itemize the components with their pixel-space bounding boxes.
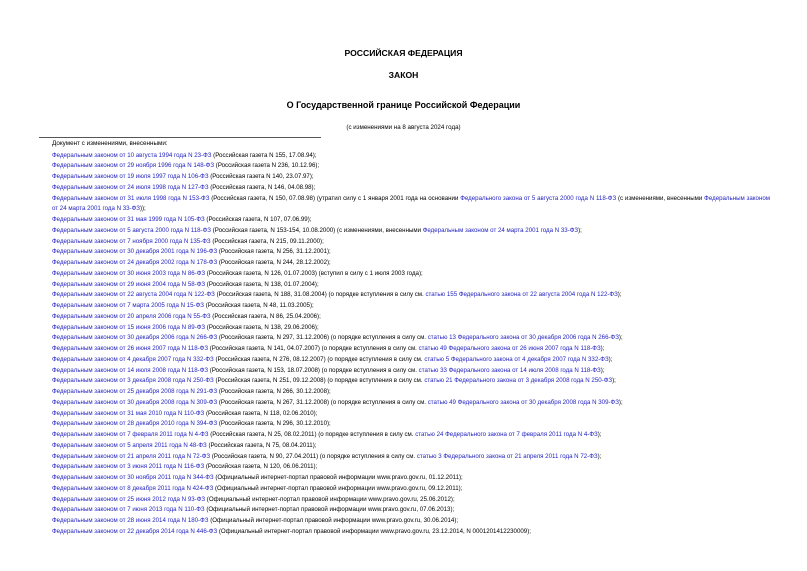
divider xyxy=(39,137,321,138)
amendment-item xyxy=(39,247,770,258)
amendment-note: (Российская газета, N 256, 31.12.2001); xyxy=(217,248,331,256)
amendment-item xyxy=(39,452,770,463)
amendment-note: ); xyxy=(597,452,602,460)
amendment-link[interactable]: Федеральным законом от 7 февраля 2011 года N 4-ФЗ xyxy=(52,431,209,438)
amendment-item xyxy=(39,323,770,334)
amendment-note: (с изменениями, внесенными xyxy=(616,194,705,202)
amendment-link[interactable]: Федеральным законом от 30 ноября 2011 года N 344-ФЗ xyxy=(52,474,214,481)
amendment-note: (Российская газета, N 107, 07.06.99); xyxy=(204,216,312,223)
amendment-note: ); xyxy=(618,334,623,342)
amendment-item xyxy=(39,398,770,409)
amendment-link[interactable]: Федеральным законом от 28 июня 2014 года N 180-ФЗ xyxy=(52,517,209,524)
amendment-note: (Официальный интернет-портал правовой информации www.pravo.gov.ru, 25.06.2012); xyxy=(205,495,455,503)
amendment-link[interactable]: статью 3 Федерального закона от 21 апреля 2011 года N 72-ФЗ xyxy=(416,452,598,460)
amendment-note: (Российская газета, N 153, 18.07.2008) (о порядке вступления в силу см. xyxy=(208,366,419,374)
amendment-item xyxy=(39,495,770,506)
amendment-item xyxy=(39,172,770,183)
amendment-note: (Российская газета, N 296, 30.12.2010); xyxy=(217,420,331,428)
amendment-link[interactable]: статью 49 Федерального закона от 30 декабря 2008 года N 309-ФЗ xyxy=(427,398,619,406)
amendment-item xyxy=(39,226,770,237)
amendment-item xyxy=(39,344,770,355)
amendment-link[interactable]: Федеральным законом от 14 июля 2008 года N 118-ФЗ xyxy=(52,366,209,374)
amendment-note: (Российская газета, N 244, 28.12.2002); xyxy=(217,259,331,266)
amendment-note: (Российская газета N 236, 10.12.96); xyxy=(214,162,320,170)
amendment-note: (Российская газета, N 118, 02.06.2010); xyxy=(204,409,318,417)
amendment-note: (Российская газета, N 126, 01.07.2003) (вступил в силу с 1 июля 2003 года); xyxy=(205,269,423,277)
amendment-note: ); xyxy=(618,398,623,406)
amendments-intro: Документ с изменениями, внесенными: xyxy=(52,140,168,147)
amendment-link[interactable]: Федеральным законом от 28 декабря 2010 года N 394-ФЗ xyxy=(52,420,218,428)
amendment-note: (Российская газета, N 86, 25.04.2006); xyxy=(210,312,321,320)
amendment-item xyxy=(39,280,770,291)
amendment-item xyxy=(39,269,770,280)
amendment-item xyxy=(39,516,770,527)
amendment-note: (Российская газета, N 141, 04.07.2007) (о порядке вступления в силу см. xyxy=(208,345,419,352)
amendment-note: (Российская газета N 155, 17.08.94); xyxy=(211,151,317,159)
amendment-note: (Российская газета, N 188, 31.08.2004) (о порядке вступления в силу см. xyxy=(214,291,426,299)
amendment-item xyxy=(39,366,770,377)
amendment-item xyxy=(39,258,770,269)
amendment-note: (Российская газета, N 48, 11.03.2005); xyxy=(203,302,314,309)
amendment-link[interactable]: статью 13 Федерального закона от 30 декабря 2006 года N 266-ФЗ xyxy=(427,334,619,342)
amendment-item xyxy=(39,312,770,323)
amendment-link[interactable]: статью 49 Федерального закона от 26 июня 2007 года N 118-ФЗ xyxy=(418,345,601,352)
amendment-item xyxy=(39,194,770,216)
amendment-link[interactable]: Федеральным законом от 7 марта 2005 года N 15-ФЗ xyxy=(52,302,204,309)
amendment-link[interactable]: Федеральным законом от 3 декабря 2008 года N 250-ФЗ xyxy=(52,377,214,385)
amendment-note: (Российская газета, N 150, 07.08.98) (утратил силу с 1 января 2001 года на основании xyxy=(209,194,461,202)
amendment-item xyxy=(39,237,770,248)
revision-subtitle: (с изменениями на 8 августа 2024 года) xyxy=(346,124,461,131)
amendment-note: (Официальный интернет-портал правовой информации www.pravo.gov.ru, 09.12.2011); xyxy=(213,484,463,492)
amendment-item xyxy=(39,301,770,312)
amendment-link[interactable]: Федеральным законом от 5 августа 2000 года N 118-ФЗ xyxy=(52,226,212,234)
amendment-note: (Российская газета, N 138, 29.06.2006); xyxy=(205,323,319,331)
amendment-link[interactable]: Федеральным законом от 4 декабря 2007 года N 332-ФЗ xyxy=(52,355,214,363)
amendment-item xyxy=(39,290,770,301)
amendment-item xyxy=(39,484,770,495)
amendment-note: (Российская газета, N 153-154, 10.08.2000) (с изменениями, внесенными xyxy=(211,226,423,234)
amendment-link[interactable]: Федеральным законом от 30 декабря 2008 года N 309-ФЗ xyxy=(52,398,218,406)
amendment-link[interactable]: статью 5 Федерального закона от 4 декабря 2007 года N 332-ФЗ xyxy=(424,355,609,363)
amendment-note: ); xyxy=(600,345,605,352)
amendment-note: ); xyxy=(612,377,616,385)
amendment-link[interactable]: Федеральным законом от 8 декабря 2011 года N 424-ФЗ xyxy=(52,484,214,492)
amendment-note: (Российская газета, N 266, 30.12.2008); xyxy=(217,388,331,395)
amendment-item xyxy=(39,183,770,194)
amendment-link[interactable]: Федеральным законом от 10 августа 1994 года N 23-ФЗ xyxy=(52,151,212,159)
amendment-link[interactable]: Федеральным законом от 22 августа 2004 года N 122-ФЗ xyxy=(52,291,215,299)
amendment-item xyxy=(39,441,770,452)
amendment-note: ); xyxy=(617,291,622,299)
amendment-link[interactable]: Федеральным законом от 24 декабря 2002 года N 178-ФЗ xyxy=(52,259,218,266)
amendment-note: (Российская газета, N 120, 06.06.2011); xyxy=(204,463,318,471)
amendment-item xyxy=(39,376,770,387)
amendment-item xyxy=(39,419,770,430)
amendment-link[interactable]: Федеральным законом от 29 июня 2004 года N 58-ФЗ xyxy=(52,280,206,288)
amendment-item xyxy=(39,430,770,441)
amendment-link[interactable]: Федеральным законом от 31 июля 1998 года N 153-ФЗ xyxy=(52,194,210,202)
amendment-link[interactable]: Федеральным законом от 24 марта 2001 года N 33-ФЗ xyxy=(52,194,770,213)
amendment-link[interactable]: статью 155 Федерального закона от 22 августа 2004 года N 122-ФЗ xyxy=(425,291,618,299)
amendment-note: (Российская газета, N 25, 08.02.2011) (о порядке вступления в силу см. xyxy=(208,431,416,438)
amendment-note: (Российская газета, N 138, 01.07.2004); xyxy=(205,280,319,288)
amendment-note: )); xyxy=(139,205,146,213)
amendment-note: (Российская газета, N 215, 09.11.2000); xyxy=(210,237,324,245)
amendment-link[interactable]: Федеральным законом от 22 декабря 2014 года N 446-ФЗ xyxy=(52,527,218,535)
amendment-link[interactable]: Федеральным законом от 5 апреля 2011 года N 48-ФЗ xyxy=(52,441,207,449)
amendment-link[interactable]: Федеральным законом от 31 мая 1999 года N 105-ФЗ xyxy=(52,216,205,223)
amendment-link[interactable]: Федеральным законом от 7 ноября 2000 года N 135-ФЗ xyxy=(52,237,211,245)
amendment-note: (Официальный интернет-портал правовой информации www.pravo.gov.ru, 01.12.2011); xyxy=(213,474,463,481)
amendment-link[interactable]: статью 33 Федерального закона от 14 июля 2008 года N 118-ФЗ xyxy=(418,366,601,374)
amendment-link[interactable]: Федеральным законом от 21 апреля 2011 года N 72-ФЗ xyxy=(52,452,211,460)
amendment-note: (Российская газета, N 251, 09.12.2008) (о порядке вступления в силу см. xyxy=(213,377,425,385)
amendment-item xyxy=(39,387,770,398)
amendment-note: (Российская газета, N 90, 27.04.2011) (о порядке вступления в силу см. xyxy=(210,452,417,460)
amendment-link[interactable]: Федеральным законом от 31 мая 2010 года N 110-ФЗ xyxy=(52,409,205,417)
amendment-item xyxy=(39,462,770,473)
amendment-item xyxy=(39,333,770,344)
doc-type-heading: ЗАКОН xyxy=(388,70,419,80)
amendment-item xyxy=(39,409,770,420)
amendment-note: ); xyxy=(608,355,613,363)
amendment-item xyxy=(39,151,770,162)
country-heading: РОССИЙСКАЯ ФЕДЕРАЦИЯ xyxy=(344,48,463,58)
amendment-item xyxy=(39,527,770,538)
amendment-note: (Официальный интернет-портал правовой информации www.pravo.gov.ru, 23.12.2014, N 0001201412230009); xyxy=(217,527,531,535)
amendment-link[interactable]: Федеральным законом от 24 марта 2001 года N 33-ФЗ xyxy=(422,226,579,234)
amendment-note: (Российская газета N 140, 23.07.97); xyxy=(208,173,314,180)
amendment-note: (Официальный интернет-портал правовой информации www.pravo.gov.ru, 30.06.2014); xyxy=(208,517,459,524)
amendment-link[interactable]: статью 21 Федерального закона от 3 декабря 2008 года N 250-ФЗ xyxy=(424,377,613,385)
amendment-note: (Российская газета, N 276, 08.12.2007) (о порядке вступления в силу см. xyxy=(213,355,425,363)
amendment-link[interactable]: Федеральным законом от 29 ноября 1996 года N 148-ФЗ xyxy=(52,162,215,170)
amendments-list xyxy=(39,151,770,538)
amendment-link[interactable]: Федеральным законом от 25 июня 2012 года N 93-ФЗ xyxy=(52,495,206,503)
amendment-link[interactable]: Федеральным законом от 30 декабря 2006 года N 266-ФЗ xyxy=(52,334,218,342)
amendment-item xyxy=(39,215,770,226)
amendment-note: ); xyxy=(600,366,605,374)
amendment-link[interactable]: Федеральным законом от 7 июня 2013 года N 110-ФЗ xyxy=(52,506,205,514)
amendment-link[interactable]: Федеральным законом от 19 июля 1997 года N 106-ФЗ xyxy=(52,173,209,180)
amendment-note: (Российская газета, N 75, 08.04.2011); xyxy=(206,441,317,449)
amendment-item xyxy=(39,161,770,172)
amendment-link[interactable]: Федеральным законом от 24 июля 1998 года N 127-ФЗ xyxy=(52,183,209,191)
amendment-item xyxy=(39,473,770,484)
amendment-item xyxy=(39,355,770,366)
amendment-link[interactable]: Федеральным законом от 30 июня 2003 года N 86-ФЗ xyxy=(52,269,206,277)
amendment-note: (Российская газета, N 297, 31.12.2006) (о порядке вступления в силу см. xyxy=(217,334,428,342)
amendment-note: (Официальный интернет-портал правовой информации www.pravo.gov.ru, 07.06.2013); xyxy=(204,506,455,514)
amendment-item xyxy=(39,505,770,516)
amendment-link[interactable]: Федеральным законом от 25 декабря 2008 года N 291-ФЗ xyxy=(52,388,218,395)
amendment-link[interactable]: Федерального закона от 5 августа 2000 года N 118-ФЗ xyxy=(460,194,617,202)
amendment-link[interactable]: статью 24 Федерального закона от 7 февраля 2011 года N 4-ФЗ xyxy=(415,431,598,438)
amendment-note: (Российская газета, N 267, 31.12.2008) (о порядке вступления в силу см. xyxy=(217,398,428,406)
amendment-link[interactable]: Федеральным законом от 15 июня 2006 года N 89-ФЗ xyxy=(52,323,206,331)
amendment-link[interactable]: Федеральным законом от 3 июня 2011 года N 116-ФЗ xyxy=(52,463,205,471)
amendment-note: ); xyxy=(578,226,582,234)
amendment-link[interactable]: Федеральным законом от 20 апреля 2006 года N 55-ФЗ xyxy=(52,312,211,320)
amendment-link[interactable]: Федеральным законом от 26 июня 2007 года N 118-ФЗ xyxy=(52,345,209,352)
amendment-link[interactable]: Федеральным законом от 30 декабря 2001 года N 196-ФЗ xyxy=(52,248,218,256)
amendment-note: (Российская газета, N 146, 04.08.98); xyxy=(208,183,316,191)
amendment-note: ); xyxy=(597,431,602,438)
page-title: О Государственной границе Российской Федерации xyxy=(286,100,521,110)
